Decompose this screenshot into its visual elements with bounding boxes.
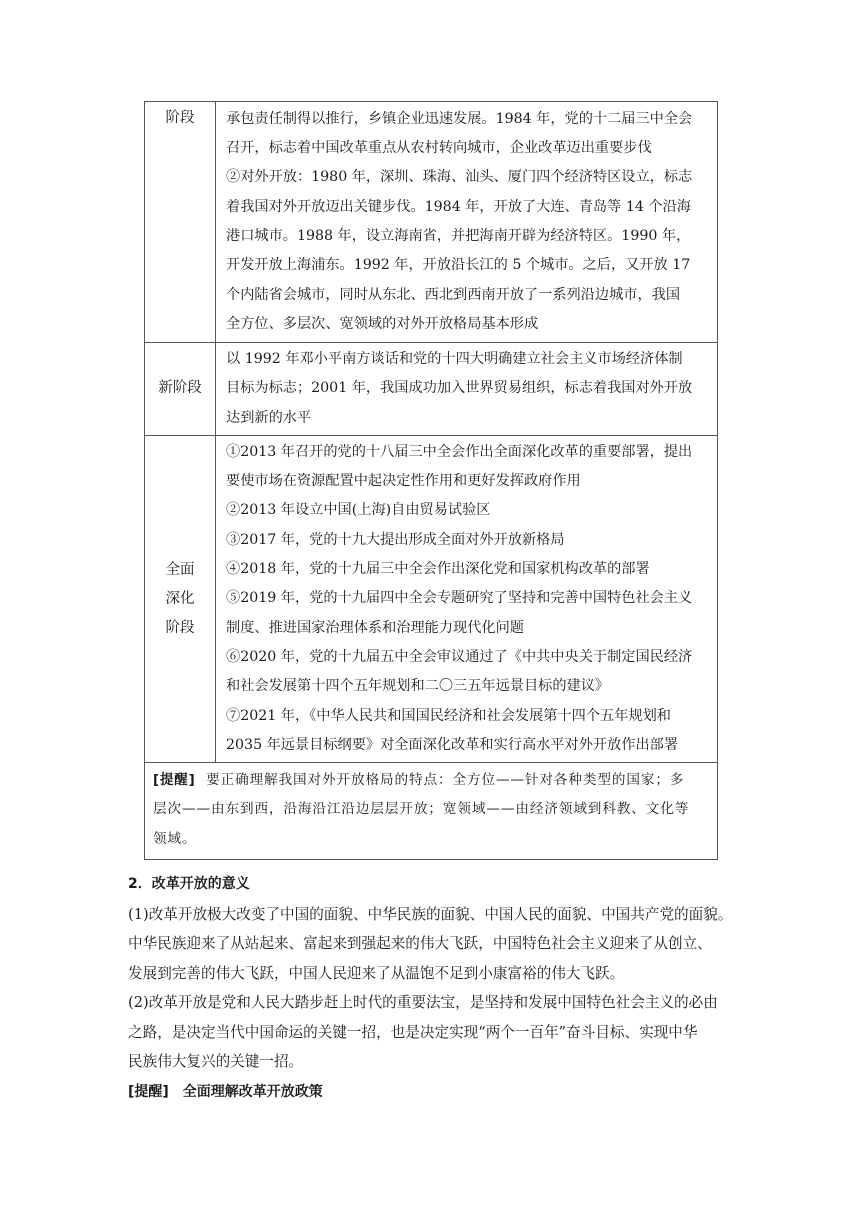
stage-cell <box>145 435 216 762</box>
paragraph-line: 民族伟大复兴的关键一招。 <box>128 1053 304 1070</box>
content-cell <box>216 343 718 436</box>
reform-stages-table <box>144 101 718 860</box>
content-line: ⑤2019 年，党的十九届四中全会专题研究了坚持和完善中国特色社会主义 <box>226 590 693 607</box>
content-line: 以 1992 年邓小平南方谈话和党的十四大明确建立社会主义市场经济体制 <box>226 351 683 367</box>
paragraph-line: (2)改革开放是党和人民大踏步赶上时代的重要法宝，是坚持和发展中国特色社会主义的必由 <box>128 994 718 1011</box>
paragraph-line: 中华民族迎来了从站起来、富起来到强起来的伟大飞跃，中国特色社会主义迎来了从创立、 <box>128 935 712 952</box>
section-heading: 2．改革开放的意义 <box>128 876 250 892</box>
content-line: ③2017 年，党的十九大提出形成全面对外开放新格局 <box>226 531 565 548</box>
content-line: ②对外开放：1980 年，深圳、珠海、汕头、厦门四个经济特区设立，标志 <box>226 169 693 186</box>
stage-label: 阶段 <box>165 110 195 126</box>
content-line: 港口城市。1988 年，设立海南省，并把海南开辟为经济特区。1990 年， <box>226 228 691 244</box>
reminder-line <box>128 1077 728 1108</box>
stage-cell <box>145 102 216 343</box>
content-line: 个内陆省会城市，同时从东北、西北到西南开放了一系列沿边城市，我国 <box>226 286 681 303</box>
content-cell <box>216 435 718 762</box>
table-row <box>145 102 718 343</box>
content-line: ②2013 年设立中国(上海)自由贸易试验区 <box>226 502 491 519</box>
table-row <box>145 763 718 860</box>
content-cell <box>216 102 718 343</box>
note-line <box>153 766 709 796</box>
significance-section <box>128 870 733 1107</box>
table-row <box>145 435 718 762</box>
reminder-note <box>145 763 718 860</box>
reminder-tag: [提醒] <box>153 772 196 788</box>
paragraph-line: 之路，是决定当代中国命运的关键一招，也是决定实现“两个一百年”奋斗目标、实现中华 <box>128 1023 698 1041</box>
paragraph-line: 发展到完善的伟大飞跃，中国人民迎来了从温饱不足到小康富裕的伟大飞跃。 <box>128 964 625 982</box>
content-line: 制度、推进国家治理体系和治理能力现代化问题 <box>226 619 524 636</box>
stage-label: 全面 <box>165 561 195 578</box>
content-line: 目标为标志；2001 年，我国成功加入世界贸易组织，标志着我国对外开放 <box>226 380 693 397</box>
reminder-text: 全面理解改革开放政策 <box>182 1083 323 1100</box>
content-line: ⑥2020 年，党的十九届五中全会审议通过了《中共中央关于制定国民经济 <box>226 648 693 665</box>
note-text: 要正确理解我国对外开放格局的特点：全方位——针对各种类型的国家；多 <box>206 771 685 788</box>
content-line: 和社会发展第十四个五年规划和二〇三五年远景目标的建议》 <box>226 678 610 695</box>
content-line: 要使市场在资源配置中起决定性作用和更好发挥政府作用 <box>226 473 581 490</box>
content-line: 达到新的水平 <box>226 409 312 426</box>
content-line: 承包责任制得以推行，乡镇企业迅速发展。1984 年，党的十二届三中全会 <box>226 110 693 127</box>
table-row <box>145 343 718 436</box>
content-line: 全方位、多层次、宽领域的对外开放格局基本形成 <box>226 315 539 332</box>
note-line: 领域。 <box>153 830 197 847</box>
reminder-tag: [提醒] <box>128 1083 169 1100</box>
paragraph-line: (1)改革开放极大改变了中国的面貌、中华民族的面貌、中国人民的面貌、中国共产党的面貌。 <box>128 905 733 923</box>
content-line: 着我国对外开放迈出关键步伐。1984 年，开放了大连、青岛等 14 个沿海 <box>226 198 691 215</box>
content-line: 开发开放上海浦东。1992 年，开放沿长江的 5 个城市。之后，又开放 17 <box>226 257 691 274</box>
stage-label: 深化 <box>165 590 195 607</box>
content-line: 召开，标志着中国改革重点从农村转向城市，企业改革迈出重要步伐 <box>226 140 652 157</box>
stage-label: 阶段 <box>165 619 195 636</box>
note-line: 层次——由东到西，沿海沿江沿边层层开放；宽领域——由经济领域到科教、文化等 <box>153 801 690 818</box>
stage-label: 新阶段 <box>158 380 202 397</box>
stage-cell <box>145 343 216 436</box>
content-line: ①2013 年召开的党的十八届三中全会作出全面深化改革的重要部署，提出 <box>226 443 693 460</box>
content-line: ④2018 年，党的十九届三中全会作出深化党和国家机构改革的部署 <box>226 561 650 578</box>
content-line: ⑦2021 年，《中华人民共和国国民经济和社会发展第十四个五年规划和 <box>226 707 671 724</box>
content-line: 2035 年远景目标纲要》对全面深化改革和实行高水平对外开放作出部署 <box>226 736 679 753</box>
